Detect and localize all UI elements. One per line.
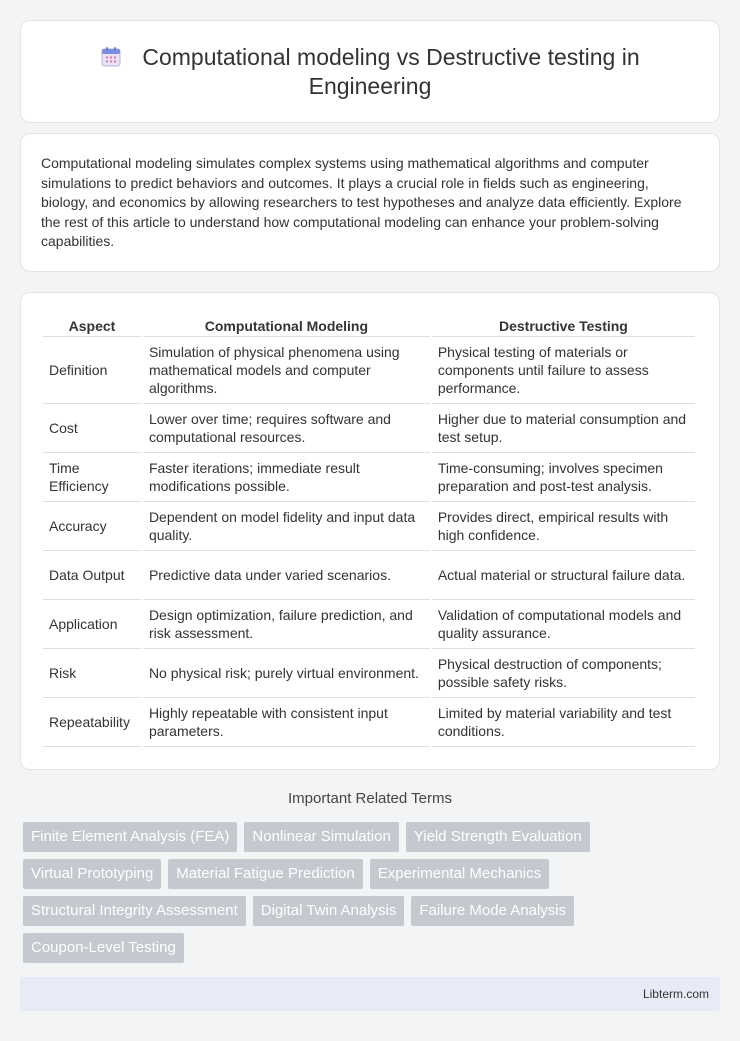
cell-computational-modeling: No physical risk; purely virtual environment. <box>143 649 430 698</box>
table-row <box>43 453 695 502</box>
table-row <box>43 649 695 698</box>
comparison-table <box>41 313 697 747</box>
cell-destructive-testing: Validation of computational models and quality assurance. <box>432 600 695 649</box>
related-term-tag[interactable]: Yield Strength Evaluation <box>406 822 590 852</box>
title-card <box>20 20 720 123</box>
cell-computational-modeling: Design optimization, failure prediction, and risk assessment. <box>143 600 430 649</box>
cell-aspect: Data Output <box>43 551 141 600</box>
cell-computational-modeling: Predictive data under varied scenarios. <box>143 551 430 600</box>
cell-computational-modeling: Simulation of physical phenomena using mathematical models and computer algorithms. <box>143 337 430 404</box>
cell-destructive-testing: Time-consuming; involves specimen preparation and post-test analysis. <box>432 453 695 502</box>
title-wrap <box>51 43 689 101</box>
calendar-icon <box>100 46 122 68</box>
cell-aspect: Application <box>43 600 141 649</box>
related-term-tag[interactable]: Experimental Mechanics <box>370 859 549 889</box>
cell-destructive-testing: Physical destruction of components; possible safety risks. <box>432 649 695 698</box>
related-terms-list <box>23 822 723 963</box>
footer <box>20 977 720 1011</box>
table-header-row <box>43 313 695 337</box>
cell-computational-modeling: Faster iterations; immediate result modifications possible. <box>143 453 430 502</box>
cell-computational-modeling: Dependent on model fidelity and input data quality. <box>143 502 430 551</box>
table-row <box>43 551 695 600</box>
table-row <box>43 502 695 551</box>
cell-aspect: Definition <box>43 337 141 404</box>
title-text: Computational modeling vs Destructive testing in Engineering <box>142 43 640 99</box>
cell-aspect: Risk <box>43 649 141 698</box>
footer-site-link[interactable]: Libterm.com <box>642 987 709 1001</box>
page-title <box>51 43 689 101</box>
intro-paragraph: Computational modeling simulates complex systems using mathematical algorithms and computer simulations to predict behaviors and outcomes. It plays a crucial role in fields such as engineering, biology, and economics by allowing researchers to test hypotheses and analyze data efficiently. Explore the rest of this article to understand how computational modeling can enhance your problem-solving capabilities. <box>41 155 682 250</box>
table-row <box>43 337 695 404</box>
related-term-tag[interactable]: Failure Mode Analysis <box>411 896 574 926</box>
table-row <box>43 404 695 453</box>
cell-destructive-testing: Provides direct, empirical results with high confidence. <box>432 502 695 551</box>
related-term-tag[interactable]: Coupon-Level Testing <box>23 933 184 963</box>
cell-destructive-testing: Actual material or structural failure data. <box>432 551 695 600</box>
header-destructive-testing: Destructive Testing <box>432 313 695 337</box>
cell-destructive-testing: Limited by material variability and test conditions. <box>432 698 695 747</box>
related-term-tag[interactable]: Material Fatigue Prediction <box>168 859 362 889</box>
table-row <box>43 698 695 747</box>
header-computational-modeling: Computational Modeling <box>143 313 430 337</box>
cell-computational-modeling: Lower over time; requires software and computational resources. <box>143 404 430 453</box>
cell-destructive-testing: Physical testing of materials or components until failure to assess performance. <box>432 337 695 404</box>
related-terms-heading: Important Related Terms <box>288 790 452 807</box>
related-term-tag[interactable]: Digital Twin Analysis <box>253 896 405 926</box>
cell-aspect: Cost <box>43 404 141 453</box>
header-aspect: Aspect <box>43 313 141 337</box>
table-row <box>43 600 695 649</box>
related-term-tag[interactable]: Virtual Prototyping <box>23 859 161 889</box>
comparison-table-card <box>20 292 720 770</box>
related-term-tag[interactable]: Nonlinear Simulation <box>244 822 398 852</box>
cell-destructive-testing: Higher due to material consumption and test setup. <box>432 404 695 453</box>
cell-aspect: Repeatability <box>43 698 141 747</box>
cell-computational-modeling: Highly repeatable with consistent input parameters. <box>143 698 430 747</box>
cell-aspect: Accuracy <box>43 502 141 551</box>
related-term-tag[interactable]: Structural Integrity Assessment <box>23 896 246 926</box>
cell-aspect: Time Efficiency <box>43 453 141 502</box>
related-term-tag[interactable]: Finite Element Analysis (FEA) <box>23 822 237 852</box>
intro-card <box>20 133 720 272</box>
